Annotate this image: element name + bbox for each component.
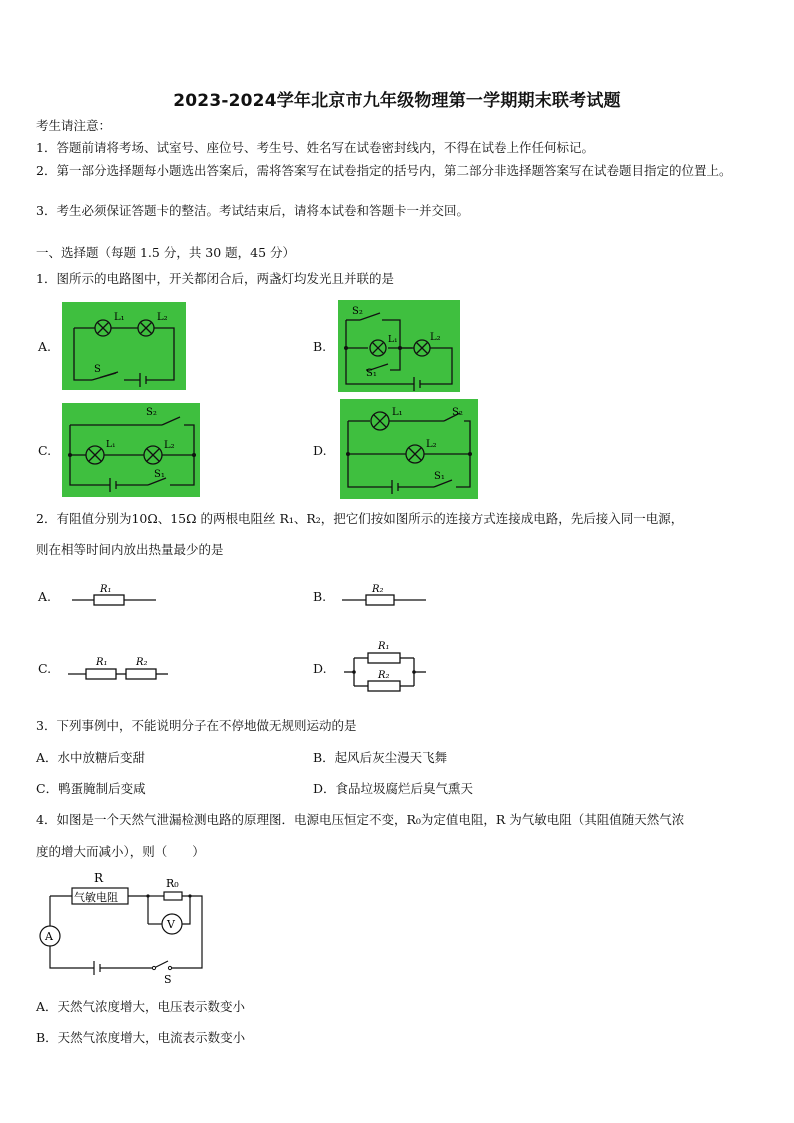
label-s1: S₁ xyxy=(434,471,445,482)
label-s: S xyxy=(94,364,101,375)
label-l2: L₂ xyxy=(426,439,437,450)
q2-resistor-b xyxy=(340,582,428,608)
label-r1: R₁ xyxy=(96,657,108,668)
label-s1: S₁ xyxy=(366,368,377,379)
label-r2: R₂ xyxy=(372,584,384,595)
q1-option-d: D. xyxy=(313,443,327,458)
label-l1: L₁ xyxy=(388,335,398,345)
q1-option-b: B. xyxy=(313,339,327,354)
label-r1: R₁ xyxy=(100,584,112,595)
label-l2: L₂ xyxy=(430,332,441,343)
q3-option-c: C．鸭蛋腌制后变咸 xyxy=(36,781,146,796)
q2-resistor-c xyxy=(66,654,170,682)
q1-circuit-b xyxy=(338,300,460,392)
label-s2: S₂ xyxy=(452,407,463,418)
notice-item-3: 3．考生必须保证答题卡的整洁。考试结束后，请将本试卷和答题卡一并交回。 xyxy=(36,203,469,218)
label-switch: S xyxy=(164,973,172,986)
label-l1: L₁ xyxy=(392,407,403,418)
label-r1: R₁ xyxy=(378,641,390,652)
q2-option-d: D. xyxy=(313,661,327,676)
label-r: R xyxy=(94,871,104,885)
q1-circuit-c xyxy=(62,403,200,497)
q2-option-c: C. xyxy=(38,661,52,676)
label-r2: R₂ xyxy=(378,670,390,681)
q4-option-b: B．天然气浓度增大，电流表示数变小 xyxy=(36,1030,246,1045)
q2-option-a: A. xyxy=(38,589,52,604)
label-sensor: 气敏电阻 xyxy=(74,891,118,904)
notice-heading: 考生请注意： xyxy=(36,118,112,133)
q3-option-d: D．食品垃圾腐烂后臭气熏天 xyxy=(313,781,474,796)
voltmeter-label: V xyxy=(167,918,175,931)
label-s2: S₂ xyxy=(352,306,363,317)
q1-option-a: A. xyxy=(38,339,52,354)
q2-stem-line2: 则在相等时间内放出热量最少的是 xyxy=(36,542,224,557)
label-s1: S₁ xyxy=(154,469,165,480)
label-l1: L₁ xyxy=(114,312,125,323)
notice-item-2: 2．第一部分选择题每小题选出答案后，需将答案写在试卷指定的括号内，第二部分非选择题答案写在试卷题目指定的位置上。 xyxy=(36,163,732,178)
q2-resistor-a xyxy=(70,582,158,608)
q1-stem: 1．图所示的电路图中，开关都闭合后，两盏灯均发光且并联的是 xyxy=(36,271,394,286)
label-l2: L₂ xyxy=(157,312,168,323)
q2-stem-line1: 2．有阻值分别为10Ω、15Ω 的两根电阻丝 R₁、R₂，把它们按如图所示的连接方式连接成电路，先后接入同一电源， xyxy=(36,511,684,526)
label-s2: S₂ xyxy=(146,407,157,418)
notice-item-1: 1．答题前请将考场、试室号、座位号、考生号、姓名写在试卷密封线内，不得在试卷上作任何标记。 xyxy=(36,140,594,155)
q4-stem-line2: 度的增大而减小），则（ ） xyxy=(36,844,205,859)
q3-option-a: A．水中放糖后变甜 xyxy=(36,750,146,765)
label-l2: L₂ xyxy=(164,440,175,451)
q4-circuit xyxy=(36,866,216,986)
section-heading: 一、选择题（每题 1.5 分，共 30 题，45 分） xyxy=(36,245,296,260)
label-l1: L₁ xyxy=(106,440,116,450)
page-title: 2023-2024学年北京市九年级物理第一学期期末联考试题 xyxy=(173,91,621,111)
label-r2: R₂ xyxy=(136,657,148,668)
label-r0: R₀ xyxy=(166,877,179,890)
ammeter-label: A xyxy=(45,930,53,943)
q4-option-a: A．天然气浓度增大，电压表示数变小 xyxy=(36,999,246,1014)
q4-stem-line1: 4．如图是一个天然气泄漏检测电路的原理图．电源电压恒定不变，R₀为定值电阻，R 为气敏电阻（其阻值随天然气浓 xyxy=(36,812,685,827)
q1-circuit-d xyxy=(340,399,478,499)
q1-circuit-a xyxy=(62,302,186,390)
q2-option-b: B. xyxy=(313,589,327,604)
q3-stem: 3．下列事例中，不能说明分子在不停地做无规则运动的是 xyxy=(36,718,357,733)
q1-option-c: C. xyxy=(38,443,52,458)
q3-option-b: B．起风后灰尘漫天飞舞 xyxy=(313,750,448,765)
q2-resistor-d xyxy=(342,636,428,696)
